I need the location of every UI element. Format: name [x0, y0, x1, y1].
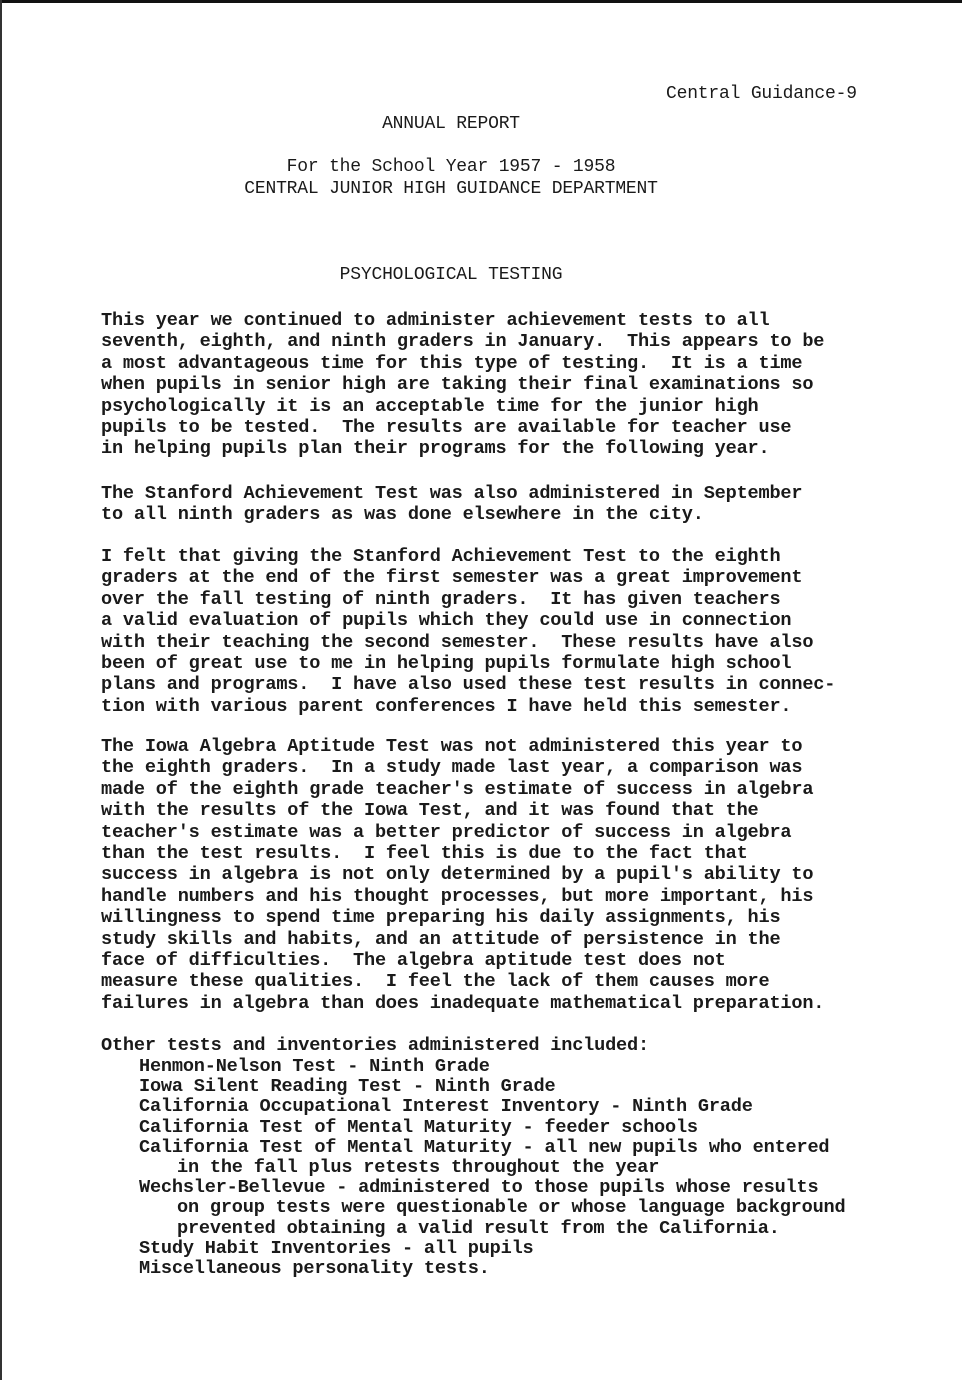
text-line: willingness to spend time preparing his daily assignments, his — [101, 907, 781, 929]
text-line: tion with various parent conferences I have held this semester. — [101, 695, 792, 717]
text-line: teacher's estimate was a better predictor of success in algebra — [101, 821, 792, 843]
text-line: over the fall testing of ninth graders. It has given teachers — [101, 588, 781, 610]
text-line: psychologically it is an acceptable time for the junior high — [101, 395, 759, 417]
report-subtitle-year: For the School Year 1957 - 1958 — [286, 157, 616, 177]
paragraph-achievement-tests — [101, 310, 951, 460]
list-item-continuation: prevented obtaining a valid result from the California. — [177, 1217, 780, 1239]
list-item-continuation: in the fall plus retests throughout the year — [177, 1157, 660, 1179]
text-line: a most advantageous time for this type of testing. It is a time — [101, 352, 803, 374]
text-line: The Stanford Achievement Test was also administered in September — [101, 483, 803, 504]
list-item: Wechsler-Bellevue - administered to those pupils whose results — [139, 1177, 819, 1199]
text-line: pupils to be tested. The results are available for teacher use — [101, 417, 792, 439]
list-item: Miscellaneous personality tests. — [139, 1258, 490, 1280]
text-line: been of great use to me in helping pupils formulate high school — [101, 653, 792, 675]
text-line: to all ninth graders as was done elsewhere in the city. — [101, 504, 704, 526]
text-line: plans and programs. I have also used these test results in connec- — [101, 674, 836, 696]
list-item-continuation: on group tests were questionable or whose language background — [177, 1197, 846, 1219]
text-line: face of difficulties. The algebra aptitude test does not — [101, 950, 726, 972]
text-line: with their teaching the second semester. These results have also — [101, 631, 814, 653]
section-title: PSYCHOLOGICAL TESTING — [339, 265, 563, 285]
paragraph-stanford-september — [101, 483, 951, 526]
list-item: Iowa Silent Reading Test - Ninth Grade — [139, 1076, 556, 1098]
paragraph-stanford-eighth — [101, 546, 951, 717]
text-line: the eighth graders. In a study made last year, a comparison was — [101, 757, 803, 779]
text-line: failures in algebra than does inadequate mathematical preparation. — [101, 992, 825, 1014]
document-reference: Central Guidance-9 — [666, 84, 857, 104]
list-item: California Test of Mental Maturity - feeder schools — [139, 1116, 698, 1138]
list-item: California Occupational Interest Inventory - Ninth Grade — [139, 1096, 753, 1118]
text-line: in helping pupils plan their programs for the following year. — [101, 438, 770, 460]
text-line: success in algebra is not only determined by a pupil's ability to — [101, 864, 814, 886]
tests-list — [101, 1057, 956, 1279]
list-item: California Test of Mental Maturity - all new pupils who entered — [139, 1136, 830, 1158]
text-line: than the test results. I feel this is due to the fact that — [101, 843, 748, 865]
text-line: graders at the end of the first semester was a great improvement — [101, 567, 803, 589]
text-line: The Iowa Algebra Aptitude Test was not administered this year to — [101, 736, 803, 757]
paragraph-iowa-algebra — [101, 736, 951, 1014]
text-line: with the results of the Iowa Test, and it was found that the — [101, 800, 759, 822]
text-line: study skills and habits, and an attitude of persistence in the — [101, 928, 781, 950]
text-line: measure these qualities. I feel the lack of them causes more — [101, 971, 770, 993]
tests-intro — [101, 1035, 951, 1056]
text-line: seventh, eighth, and ninth graders in January. This appears to be — [101, 331, 825, 353]
text-line: I felt that giving the Stanford Achievement Test to the eighth — [101, 546, 781, 567]
text-line: This year we continued to administer achievement tests to all — [101, 310, 770, 331]
text-line: when pupils in senior high are taking their final examinations so — [101, 374, 814, 396]
text-line: made of the eighth grade teacher's estimate of success in algebra — [101, 778, 814, 800]
list-item: Henmon-Nelson Test - Ninth Grade — [139, 1056, 490, 1077]
list-item: Study Habit Inventories - all pupils — [139, 1237, 534, 1259]
report-title: ANNUAL REPORT — [382, 114, 520, 134]
text-line: a valid evaluation of pupils which they could use in connection — [101, 610, 792, 632]
text-line: handle numbers and his thought processes, but more important, his — [101, 885, 814, 907]
report-subtitle-department: CENTRAL JUNIOR HIGH GUIDANCE DEPARTMENT — [244, 179, 658, 199]
text-line: Other tests and inventories administered included: — [101, 1035, 649, 1056]
